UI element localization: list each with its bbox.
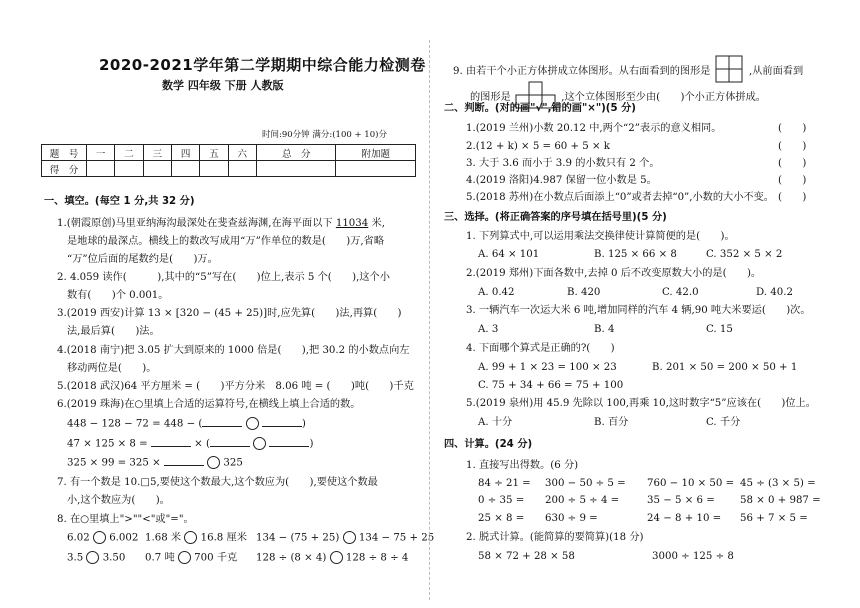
compare-left: 3.5	[67, 552, 84, 564]
calc-cell: 35 − 5 × 6 =	[647, 495, 715, 506]
choice-option[interactable]: B. 201 × 50 = 200 × 50 + 1	[652, 362, 798, 373]
answer-blank[interactable]	[164, 465, 204, 466]
score-cell[interactable]	[228, 161, 256, 177]
choice-option[interactable]: B. 百分	[594, 417, 629, 428]
q3-line2: 法,最后算( )法。	[67, 326, 160, 337]
score-row-label: 得 分	[42, 161, 87, 177]
compare-left: 134 − (75 + 25)	[256, 532, 340, 544]
compare-left: 128 ÷ (8 × 4)	[256, 552, 327, 564]
calc-cell: 56 + 7 × 5 =	[740, 513, 808, 524]
choice-option[interactable]: B. 420	[567, 287, 601, 298]
compare-left: 0.7 吨	[145, 552, 175, 564]
compare-circle[interactable]	[86, 551, 99, 564]
score-header-cell: 总 分	[256, 145, 336, 161]
q8-row1-col3	[256, 531, 434, 544]
choice-option[interactable]: C. 千分	[706, 417, 741, 428]
judge-item: 5.(2018 苏州)在小数点后面添上“0”或者去掉“0”,小数的大小不变。	[466, 192, 774, 203]
score-cell[interactable]	[143, 161, 171, 177]
compare-right: 3.50	[102, 552, 126, 564]
choice-option[interactable]: C. 352 × 5 × 2	[706, 249, 783, 260]
judge-paren[interactable]: ( )	[778, 141, 807, 152]
compare-right: 128 ÷ 8 ÷ 4	[345, 552, 409, 564]
q7-line2: 小,这个数应为( )。	[67, 495, 170, 506]
calc-cell: 45 ÷ (3 × 5) =	[740, 478, 816, 489]
q6-eq-c-text: 325 × 99 = 325 ×	[67, 457, 164, 469]
choice-option[interactable]: A. 0.42	[478, 287, 515, 298]
calc-cell: 760 − 10 × 50 =	[647, 478, 735, 489]
q2-line2: 数有( )个 0.001。	[67, 290, 169, 301]
score-header-cell: 六	[228, 145, 256, 161]
choice-option[interactable]: A. 99 + 1 × 23 = 100 × 23	[478, 362, 617, 373]
score-cell[interactable]	[87, 161, 115, 177]
calc-expression: 3000 ÷ 125 ÷ 8	[652, 551, 734, 562]
score-header-cell: 三	[143, 145, 171, 161]
choice-q3: 3. 一辆汽车一次运大米 6 吨,增加同样的汽车 4 辆,90 吨大米要运( )次。	[466, 305, 811, 316]
score-header-cell: 二	[115, 145, 143, 161]
q6-eq-a: 448 − 128 − 72 = 448 − ( )	[67, 418, 306, 430]
judge-item: 3. 大于 3.6 而小于 3.9 的小数只有 2 个。	[466, 158, 660, 169]
q1-depth-value: 11034	[335, 218, 369, 229]
choice-q5: 5.(2019 泉州)用 45.9 先除以 100,再乘 10,这时数字“5”应该在( )位上。	[466, 398, 816, 409]
q4-line2: 移动两位是( )。	[67, 363, 157, 374]
calc-cell: 58 × 0 + 987 =	[740, 495, 821, 506]
choice-q2: 2.(2019 郑州)下面各数中,去掉 0 后不改变原数大小的是( )。	[466, 268, 762, 279]
column-divider	[429, 40, 430, 600]
compare-left: 1.68 米	[145, 532, 182, 544]
score-header-cell: 题 号	[42, 145, 87, 161]
q1-text-c: 米,	[368, 218, 385, 229]
q5-text: 5.(2018 武汉)64 平方厘米 = ( )平方分米 8.06 吨 = ( )吨( )千克	[57, 381, 414, 392]
judge-item: 2.(12 + k) × 5 = 60 + 5 × k	[466, 141, 610, 152]
q6-eq-c	[67, 456, 243, 469]
choice-option[interactable]: B. 125 × 66 × 8	[594, 249, 677, 260]
calc-cell: 300 − 50 ÷ 5 =	[545, 478, 626, 489]
judge-item: 4.(2019 洛阳)4.987 保留一位小数是 5。	[466, 175, 657, 186]
q6-eq-c-text2: 325	[223, 457, 243, 469]
q3-line1: 3.(2019 西安)计算 13 × [320 − (45 + 25)]时,应先算( )法,再算( )	[57, 308, 402, 319]
answer-blank[interactable]	[151, 446, 191, 447]
calc-sub1: 1. 直接写出得数。(6 分)	[466, 460, 579, 471]
exam-title: 2020-2021学年第二学期期中综合能力检测卷	[99, 56, 426, 74]
choice-q4: 4. 下面哪个算式是正确的?( )	[466, 343, 615, 354]
q6-eq-b-text2: × (	[190, 438, 210, 450]
score-table-score-row	[42, 161, 416, 177]
q9-text-c: 的图形是	[470, 91, 511, 103]
q8-row2-col1	[67, 551, 125, 564]
choice-option[interactable]: C. 75 + 34 + 66 = 75 + 100	[478, 380, 624, 391]
judge-paren[interactable]: ( )	[778, 192, 807, 203]
operator-circle[interactable]	[253, 437, 266, 450]
compare-circle[interactable]	[178, 551, 191, 564]
operator-circle[interactable]	[246, 417, 259, 430]
q1-line1	[57, 218, 385, 230]
q9-text-b: ,从前面看到	[748, 65, 804, 77]
q4-line1: 4.(2018 南宁)把 3.05 扩大到原来的 1000 倍是( ),把 30.2 的小数点向左	[57, 345, 410, 356]
q6-eq-b: 47 × 125 × 8 = × ( )	[67, 438, 314, 450]
answer-blank[interactable]	[269, 446, 309, 447]
section3-heading: 三、选择。(将正确答案的序号填在括号里)(5 分)	[444, 212, 667, 223]
score-header-cell: 附加题	[336, 145, 416, 161]
q8-row2-col3	[256, 551, 408, 564]
score-cell[interactable]	[200, 161, 228, 177]
compare-circle[interactable]	[184, 531, 197, 544]
calc-sub2: 2. 脱式计算。(能简算的要简算)(18 分)	[466, 532, 644, 543]
score-cell[interactable]	[171, 161, 199, 177]
calc-cell: 84 ÷ 21 =	[478, 478, 531, 489]
choice-option[interactable]: A. 64 × 101	[478, 249, 540, 260]
q7-line1: 7. 有一个数是 10.□5,要使这个数最大,这个数应为( ),要使这个数最	[57, 477, 378, 488]
q8-row1-col2	[145, 531, 247, 544]
judge-paren[interactable]: ( )	[778, 158, 807, 169]
compare-circle[interactable]	[343, 531, 356, 544]
q9-text-d: ,这个立体图形至少由( )个小正方体拼成。	[561, 91, 766, 103]
compare-right: 134 − 75 + 25	[358, 532, 435, 544]
judge-paren[interactable]: ( )	[778, 123, 807, 134]
compare-right: 6.002	[109, 532, 139, 544]
score-header-cell: 一	[87, 145, 115, 161]
answer-blank[interactable]	[262, 426, 302, 427]
calc-cell: 630 ÷ 9 =	[545, 513, 598, 524]
section4-heading: 四、计算。(24 分)	[444, 439, 533, 450]
score-table	[41, 144, 416, 177]
choice-option[interactable]: A. 3	[478, 324, 499, 335]
q6-line1: 6.(2019 珠海)在○里填上合适的运算符号,在横线上填上合适的数。	[57, 399, 361, 410]
exam-subtitle: 数学 四年级 下册 人教版	[162, 79, 284, 92]
choice-option[interactable]: B. 4	[594, 324, 615, 335]
q6-eq-a-text: 448 − 128 − 72 = 448 − (	[67, 418, 203, 430]
score-cell[interactable]	[115, 161, 143, 177]
calc-cell: 25 × 8 =	[478, 513, 525, 524]
q1-text-a: 1.(朝霞原创)马里亚纳海沟最深处在斐查兹海渊,在海平面以下	[57, 218, 336, 229]
compare-circle[interactable]	[93, 531, 106, 544]
section1-heading: 一、填空。(每空 1 分,共 32 分)	[44, 196, 195, 207]
calc-cell: 24 − 8 + 10 =	[647, 513, 722, 524]
section2-heading: 二、判断。(对的画"√",错的画"×")(5 分)	[444, 103, 636, 114]
choice-q1: 1. 下列算式中,可以运用乘法交换律使计算简便的是( )。	[466, 231, 735, 242]
calc-cell: 0 ÷ 35 =	[478, 495, 525, 506]
q6-eq-b-text: 47 × 125 × 8 =	[67, 438, 151, 450]
score-header-cell: 五	[200, 145, 228, 161]
choice-option[interactable]: C. 42.0	[662, 287, 699, 298]
score-cell[interactable]	[336, 161, 416, 177]
calc-expression: 58 × 72 + 28 × 58	[478, 551, 575, 562]
choice-option[interactable]: C. 15	[706, 324, 733, 335]
score-header-cell: 四	[171, 145, 199, 161]
score-cell[interactable]	[256, 161, 336, 177]
judge-item: 1.(2019 兰州)小数 20.12 中,两个“2”表示的意义相同。	[466, 123, 722, 134]
compare-right: 16.8 厘米	[200, 532, 247, 544]
calc-cell: 200 ÷ 5 ÷ 4 =	[545, 495, 620, 506]
judge-paren[interactable]: ( )	[778, 175, 807, 186]
compare-circle[interactable]	[330, 551, 343, 564]
q8-line1: 8. 在○里填上">""<"或"="。	[57, 514, 194, 525]
choice-option[interactable]: D. 40.2	[756, 287, 793, 298]
compare-left: 6.02	[67, 532, 90, 544]
q8-row2-col2	[145, 551, 237, 564]
choice-option[interactable]: A. 十分	[478, 417, 513, 428]
q8-row1-col1	[67, 531, 138, 544]
answer-blank[interactable]	[202, 426, 242, 427]
answer-blank[interactable]	[210, 446, 250, 447]
time-info: 时间:90分钟 满分:(100 + 10)分	[262, 130, 387, 140]
q1-line2: 是地球的最深点。横线上的数改写成用“万”作单位的数是( )万,省略	[67, 236, 385, 247]
operator-circle[interactable]	[207, 456, 220, 469]
score-table-header-row	[42, 145, 416, 161]
q2-line1: 2. 4.059 读作( ),其中的“5”写在( )位上,表示 5 个( ),这个小	[57, 272, 390, 283]
compare-right: 700 千克	[194, 552, 238, 564]
q9-text-a: 9. 由若干个小正方体拼成立体图形。从右面看到的图形是	[453, 65, 711, 77]
q1-line3: “万”位后面的尾数约是( )万。	[67, 254, 218, 265]
